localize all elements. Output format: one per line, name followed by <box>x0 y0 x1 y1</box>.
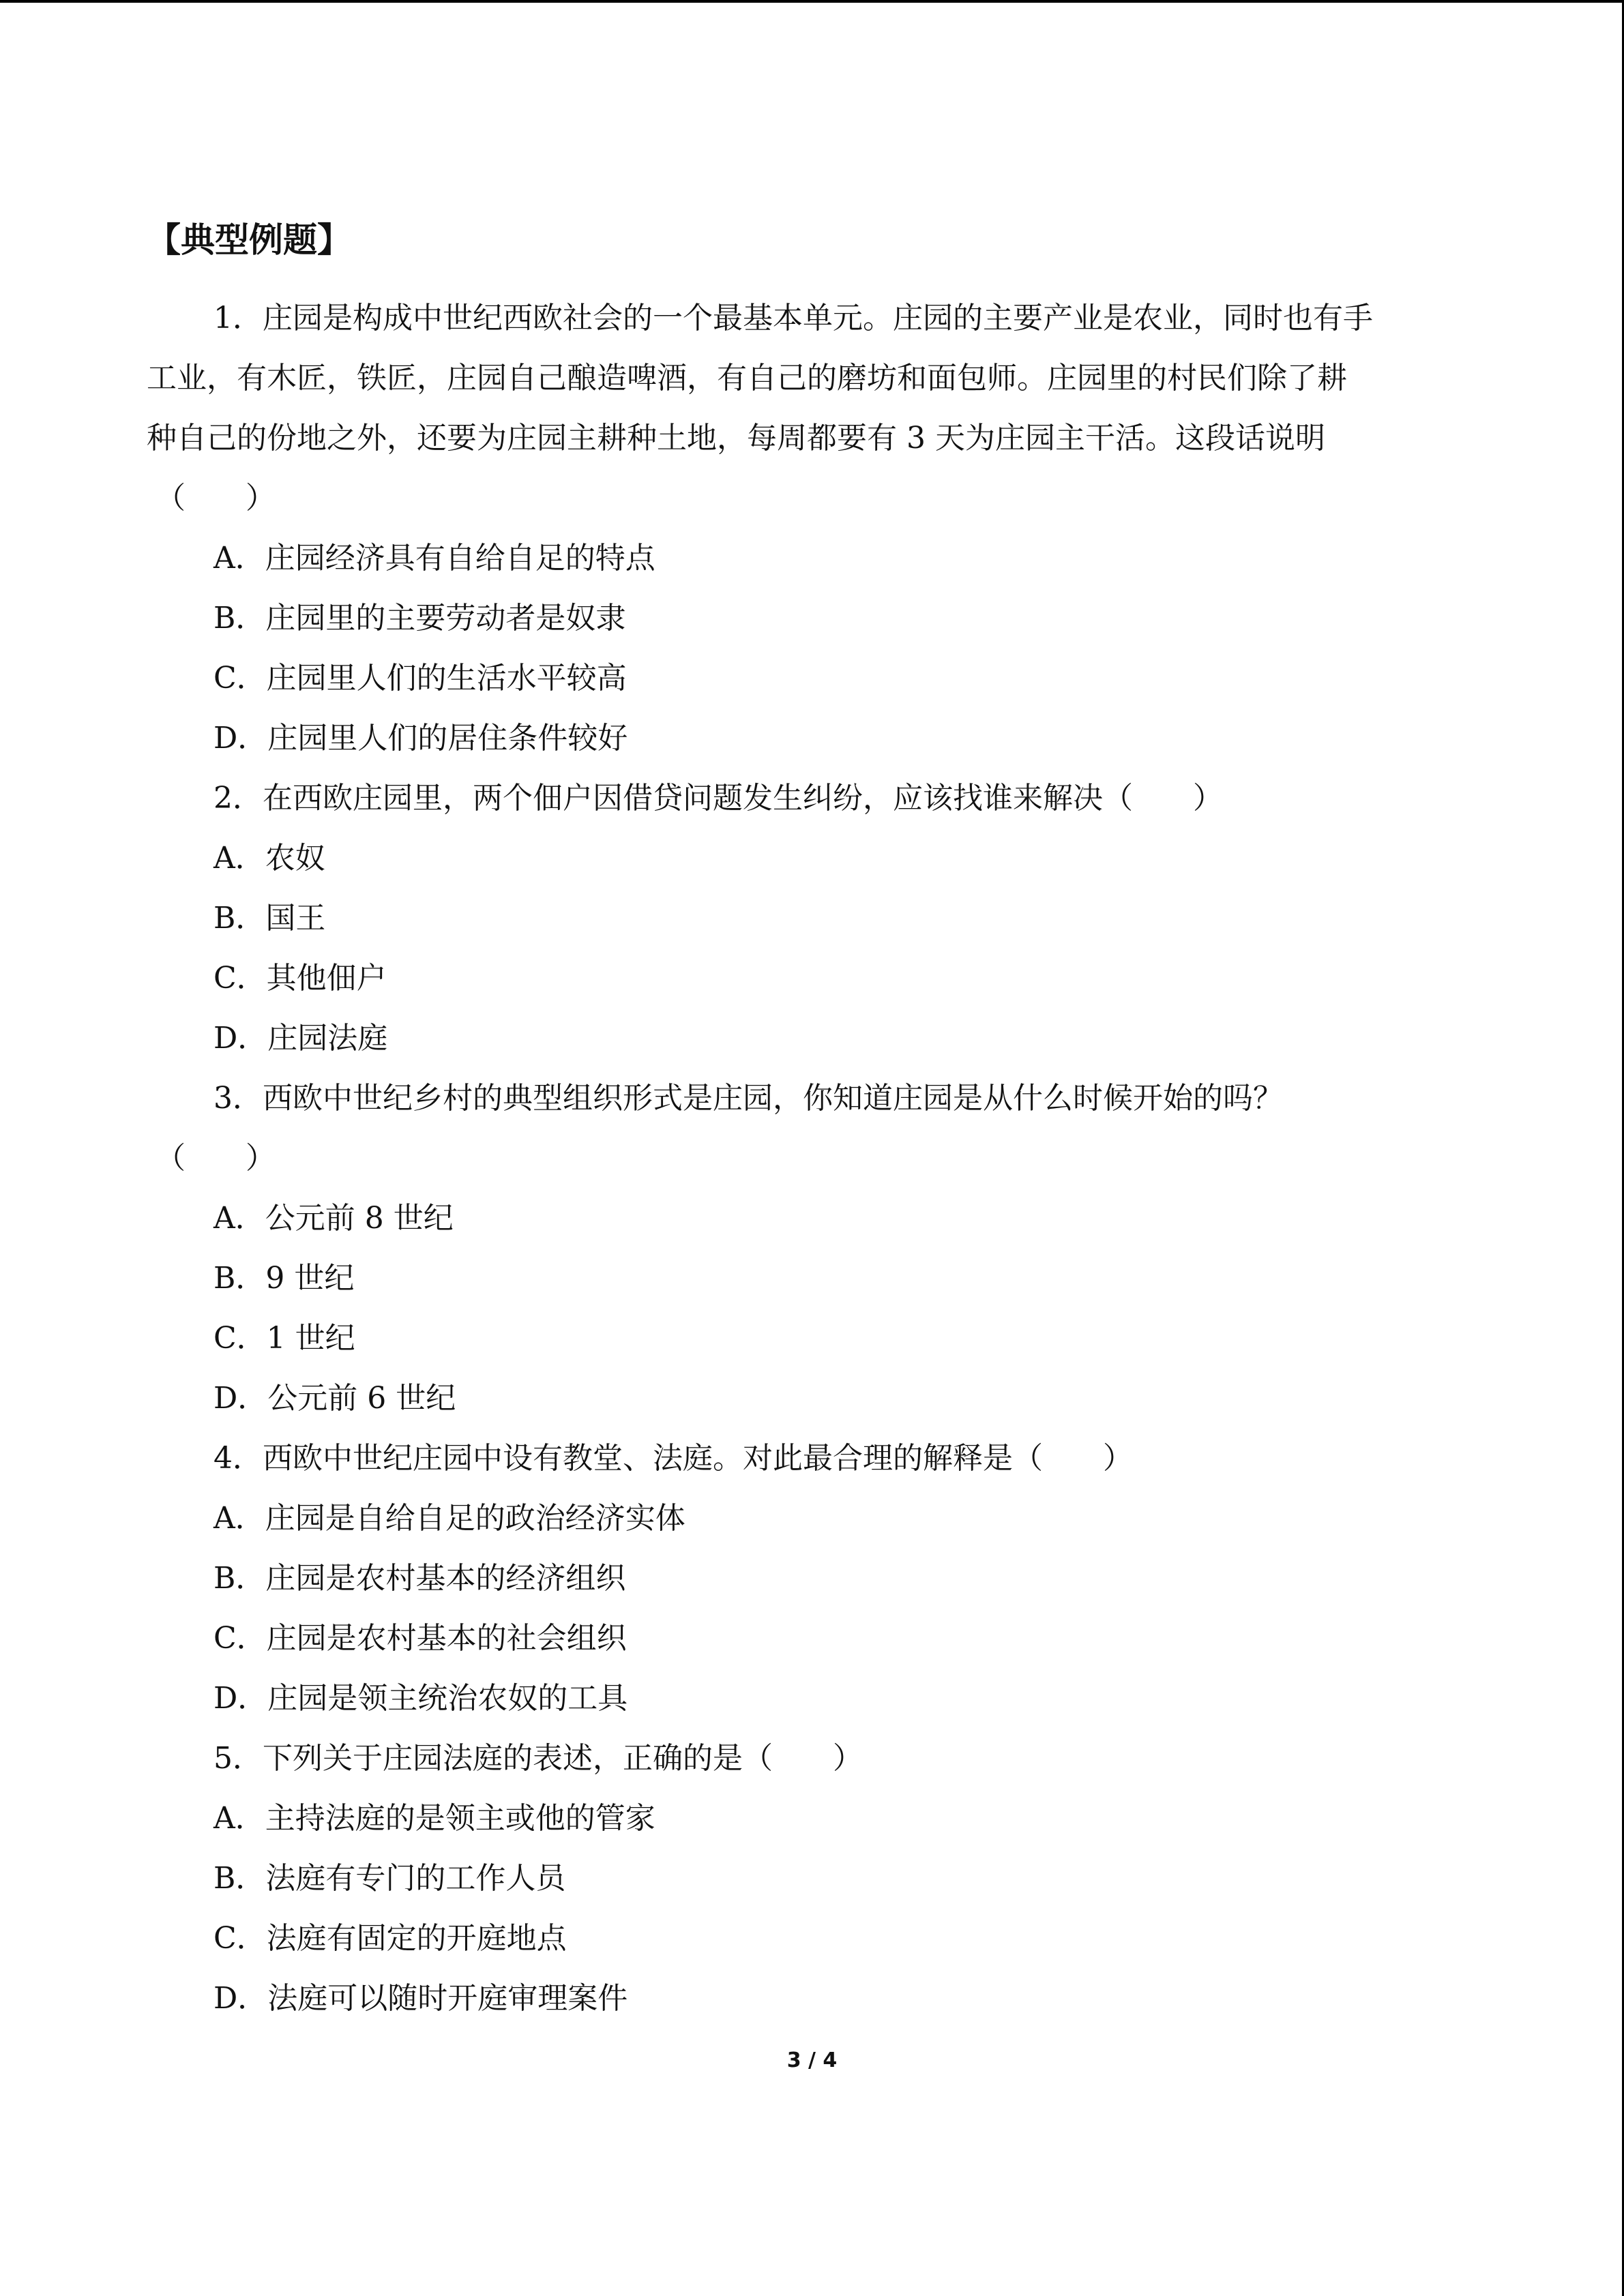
question-3-stem: 3．西欧中世纪乡村的典型组织形式是庄园，你知道庄园是从什么时候开始的吗？ <box>213 1081 1283 1116</box>
question-4-option-a: A．庄园是自给自足的政治经济实体 <box>213 1501 685 1536</box>
question-1-answer-blank: （ ） <box>156 481 276 516</box>
question-4-stem: 4．西欧中世纪庄园中设有教堂、法庭。对此最合理的解释是（ ） <box>213 1441 1133 1476</box>
question-5-option-a: A．主持法庭的是领主或他的管家 <box>213 1801 655 1836</box>
question-5-option-b: B．法庭有专门的工作人员 <box>213 1861 566 1896</box>
question-4-option-d: D．庄园是领主统治农奴的工具 <box>213 1681 628 1716</box>
question-2-stem: 2．在西欧庄园里，两个佃户因借贷问题发生纠纷，应该找谁来解决（ ） <box>213 781 1223 816</box>
page-number: 3 / 4 <box>786 2048 838 2072</box>
question-1-option-d: D．庄园里人们的居住条件较好 <box>213 721 628 756</box>
question-5-option-c: C．法庭有固定的开庭地点 <box>213 1921 567 1956</box>
question-3-option-c: C．1 世纪 <box>213 1321 355 1356</box>
question-3-option-b: B．9 世纪 <box>213 1261 355 1296</box>
question-2-option-b: B．国王 <box>213 901 326 936</box>
question-1-option-c: C．庄园里人们的生活水平较高 <box>213 661 627 696</box>
question-1-stem-line-3: 种自己的份地之外，还要为庄园主耕种土地，每周都要有 3 天为庄园主干活。这段话说明 <box>147 421 1325 456</box>
question-1-option-a: A．庄园经济具有自给自足的特点 <box>213 541 655 576</box>
question-2-option-d: D．庄园法庭 <box>213 1021 388 1056</box>
question-4-option-c: C．庄园是农村基本的社会组织 <box>213 1621 627 1656</box>
question-2-option-a: A．农奴 <box>213 841 325 876</box>
question-3-option-d: D．公元前 6 世纪 <box>213 1381 456 1416</box>
question-3-option-a: A．公元前 8 世纪 <box>213 1201 454 1236</box>
question-1-option-b: B．庄园里的主要劳动者是奴隶 <box>213 601 626 636</box>
top-border-line <box>0 0 1624 3</box>
question-1-stem-line-1: 1．庄园是构成中世纪西欧社会的一个最基本单元。庄园的主要产业是农业，同时也有手 <box>213 301 1373 336</box>
question-3-answer-blank: （ ） <box>156 1141 276 1176</box>
question-5-option-d: D．法庭可以随时开庭审理案件 <box>213 1981 628 2016</box>
question-2-option-c: C．其他佃户 <box>213 961 387 996</box>
section-heading: 【典型例题】 <box>147 220 351 260</box>
question-4-option-b: B．庄园是农村基本的经济组织 <box>213 1561 626 1596</box>
question-1-stem-line-2: 工业，有木匠，铁匠，庄园自己酿造啤酒，有自己的磨坊和面包师。庄园里的村民们除了耕 <box>147 361 1347 396</box>
question-5-stem: 5．下列关于庄园法庭的表述，正确的是（ ） <box>213 1741 863 1776</box>
